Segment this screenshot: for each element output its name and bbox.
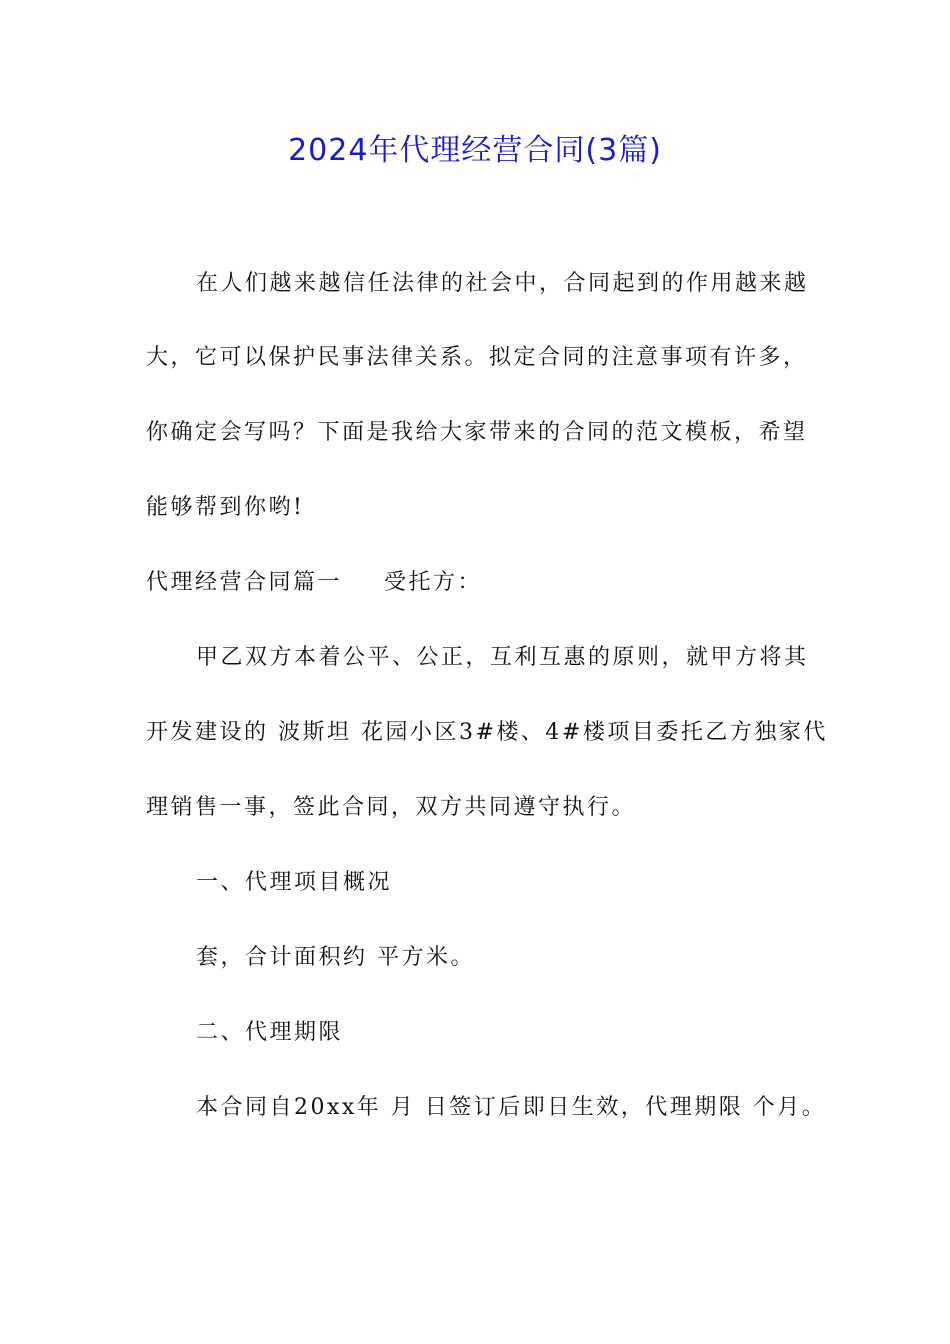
intro-line-2: 大，它可以保护民事法律关系。拟定合同的注意事项有许多， [146,345,808,370]
paragraph-1-line-3: 理销售一事，签此合同，双方共同遵守执行。 [146,795,637,820]
document-title: 2024年代理经营合同(3篇) [288,133,662,168]
clause-1-text: 套，合计面积约 平方米。 [196,945,475,970]
section-heading-label: 代理经营合同篇一 [146,570,343,595]
clause-2-text: 本合同自20xx年 月 日签订后即日生效，代理期限 个月。 [196,1095,827,1120]
intro-line-4: 能够帮到你哟! [146,495,305,520]
intro-line-1: 在人们越来越信任法律的社会中，合同起到的作用越来越 [196,271,809,296]
trustee-label: 受托方： [384,570,483,595]
clause-2-heading: 二、代理期限 [196,1020,344,1045]
paragraph-1-line-2: 开发建设的 波斯坦 花园小区3#楼、4#楼项目委托乙方独家代 [146,720,828,745]
paragraph-1-line-1: 甲乙双方本着公平、公正，互利互惠的原则，就甲方将其 [196,645,809,670]
section-heading [146,566,482,600]
intro-line-3: 你确定会写吗？下面是我给大家带来的合同的范文模板，希望 [146,420,808,445]
clause-1-heading: 一、代理项目概况 [196,870,393,895]
